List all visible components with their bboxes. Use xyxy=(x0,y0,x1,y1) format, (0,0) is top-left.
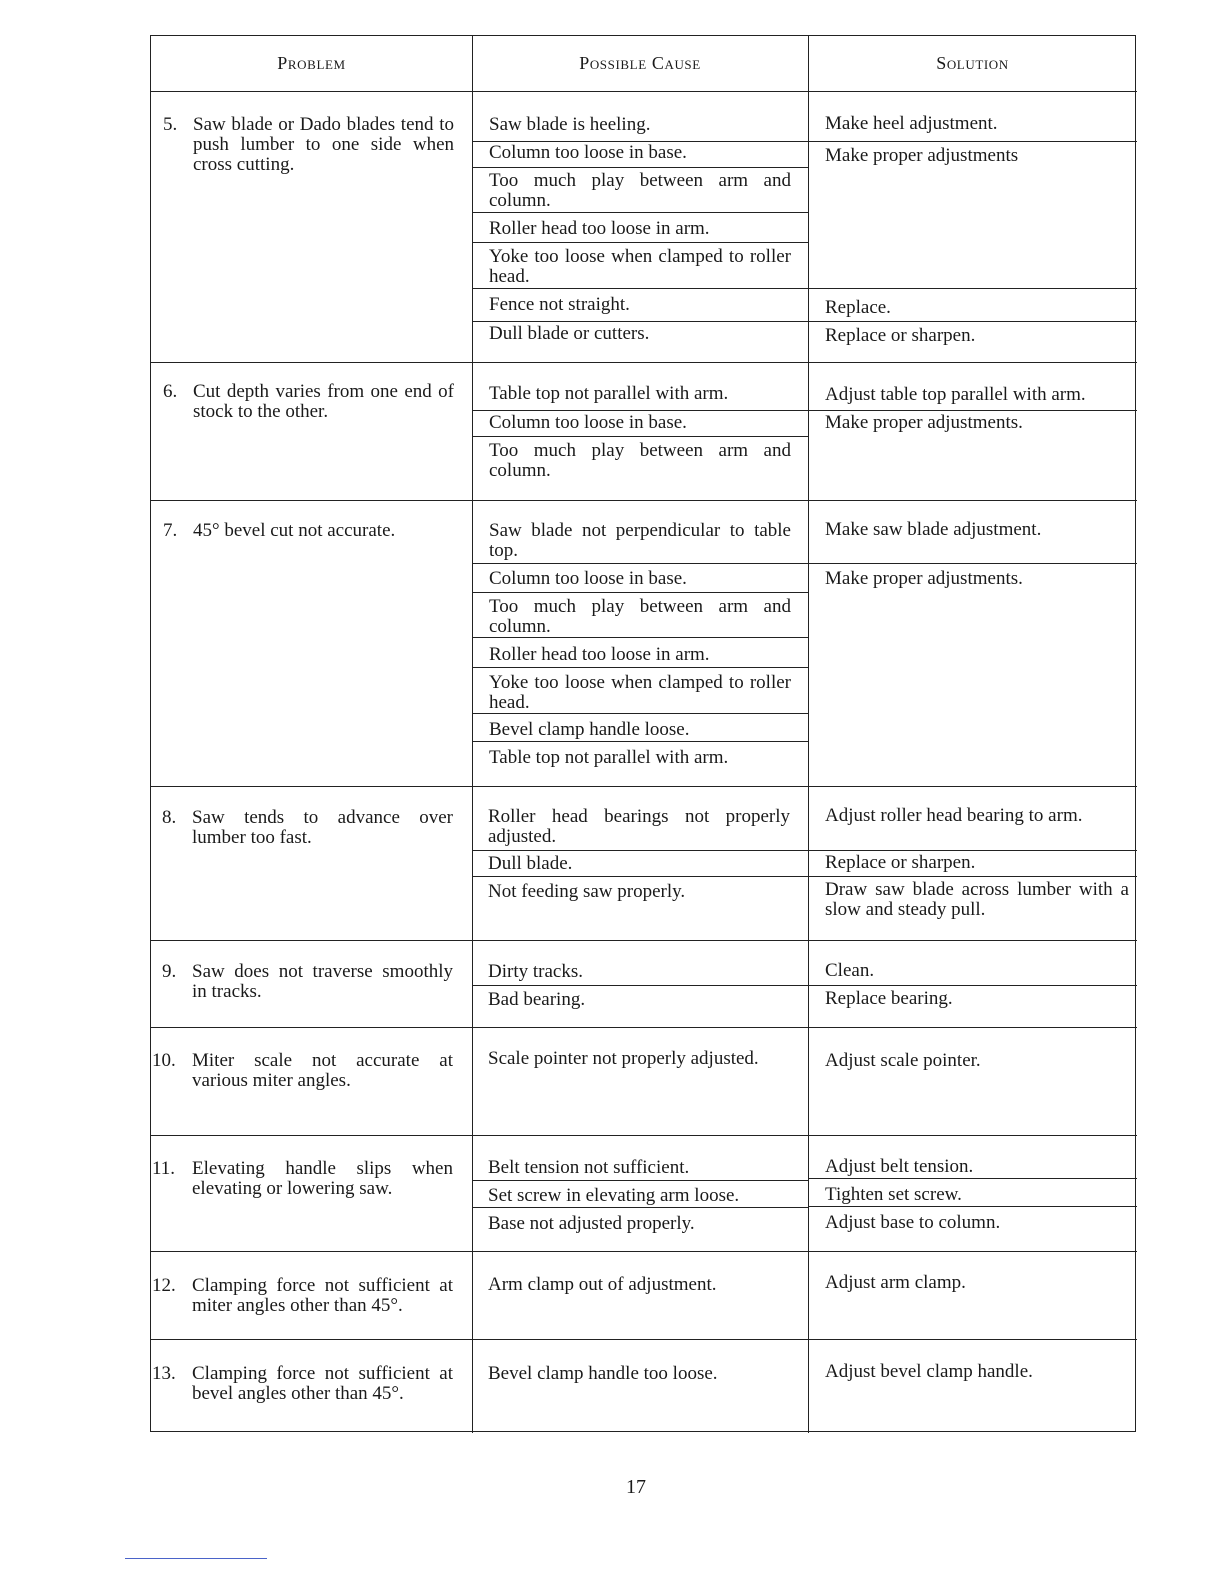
cause-divider xyxy=(472,1207,808,1208)
solution-text: Draw saw blade across lumber with a slow and steady pull. xyxy=(825,879,1129,920)
header-solution: Solution xyxy=(936,53,1009,73)
solution-text: Adjust scale pointer. xyxy=(825,1050,981,1071)
cause-text: Yoke too loose when clamped to roller head. xyxy=(489,672,791,713)
solution-divider xyxy=(808,985,1137,986)
row-number: 8. xyxy=(162,807,177,828)
cause-text: Bevel clamp handle loose. xyxy=(489,719,690,740)
row-divider xyxy=(151,1251,1137,1252)
row-number: 10. xyxy=(152,1050,176,1071)
solution-divider xyxy=(808,288,1137,289)
solution-text: Replace or sharpen. xyxy=(825,325,976,346)
cause-text: Bad bearing. xyxy=(488,989,586,1010)
solution-text: Clean. xyxy=(825,960,875,981)
row-number: 11. xyxy=(152,1158,176,1179)
cause-text: Arm clamp out of adjustment. xyxy=(488,1274,717,1295)
cause-divider xyxy=(472,850,808,851)
solution-text: Adjust base to column. xyxy=(825,1212,1001,1233)
cause-text: Saw blade is heeling. xyxy=(489,114,651,135)
row-divider xyxy=(151,362,1137,363)
row-number: 13. xyxy=(152,1363,176,1384)
problem-text: Saw blade or Dado blades tend to push lumber to one side when cross cutting. xyxy=(193,114,454,175)
header-problem: Problem xyxy=(277,53,346,73)
cause-text: Roller head too loose in arm. xyxy=(489,644,710,665)
cause-divider xyxy=(472,985,808,986)
problem-text: Clamping force not sufficient at bevel angles other than 45°. xyxy=(192,1363,453,1404)
cause-text: Table top not parallel with arm. xyxy=(489,383,729,404)
solution-text: Adjust table top parallel with arm. xyxy=(825,384,1086,405)
solution-divider xyxy=(808,850,1137,851)
problem-text: Saw does not traverse smoothly in tracks. xyxy=(192,961,453,1002)
problem-text: Miter scale not accurate at various miter angles. xyxy=(192,1050,453,1091)
solution-text: Replace bearing. xyxy=(825,988,953,1009)
cause-divider xyxy=(472,167,808,168)
solution-text: Make proper adjustments xyxy=(825,145,1019,166)
cause-text: Column too loose in base. xyxy=(489,568,687,589)
row-number: 5. xyxy=(163,114,178,135)
solution-text: Adjust belt tension. xyxy=(825,1156,974,1177)
cause-divider xyxy=(472,876,808,877)
cause-text: Fence not straight. xyxy=(489,294,630,315)
solution-text: Replace. xyxy=(825,297,891,318)
cause-divider xyxy=(472,713,808,714)
cause-text: Set screw in elevating arm loose. xyxy=(488,1185,740,1206)
cause-text: Column too loose in base. xyxy=(489,142,687,163)
cause-divider xyxy=(472,410,808,411)
row-number: 6. xyxy=(163,381,178,402)
solution-text: Make proper adjustments. xyxy=(825,412,1023,433)
row-number: 7. xyxy=(163,520,178,541)
solution-text: Make heel adjustment. xyxy=(825,113,998,134)
cause-divider xyxy=(472,741,808,742)
cause-divider xyxy=(472,667,808,668)
row-divider xyxy=(151,1027,1137,1028)
cause-text: Too much play between arm and column. xyxy=(489,170,791,211)
problem-text: 45° bevel cut not accurate. xyxy=(193,520,396,541)
row-number: 9. xyxy=(162,961,177,982)
cause-divider xyxy=(472,321,808,322)
page-number: 17 xyxy=(626,1476,646,1498)
cause-divider xyxy=(472,563,808,564)
solution-text: Make proper adjustments. xyxy=(825,568,1023,589)
column-divider xyxy=(808,36,809,1433)
cause-text: Dull blade or cutters. xyxy=(489,323,650,344)
solution-divider xyxy=(808,1206,1137,1207)
decorative-rule xyxy=(125,1558,267,1559)
solution-text: Replace or sharpen. xyxy=(825,852,976,873)
header-cause: Possible Cause xyxy=(579,53,701,73)
solution-text: Make saw blade adjustment. xyxy=(825,519,1042,540)
row-divider xyxy=(151,940,1137,941)
cause-text: Bevel clamp handle too loose. xyxy=(488,1363,718,1384)
cause-text: Base not adjusted properly. xyxy=(488,1213,695,1234)
solution-text: Adjust arm clamp. xyxy=(825,1272,966,1293)
solution-text: Tighten set screw. xyxy=(825,1184,962,1205)
cause-divider xyxy=(472,592,808,593)
cause-text: Not feeding saw properly. xyxy=(488,881,686,902)
problem-text: Cut depth varies from one end of stock to the other. xyxy=(193,381,454,422)
cause-text: Table top not parallel with arm. xyxy=(489,747,729,768)
problem-text: Elevating handle slips when elevating or lowering saw. xyxy=(192,1158,453,1199)
cause-text: Dirty tracks. xyxy=(488,961,583,982)
cause-divider xyxy=(472,242,808,243)
cause-divider xyxy=(472,436,808,437)
row-number: 12. xyxy=(152,1275,176,1296)
solution-divider xyxy=(808,1178,1137,1179)
cause-divider xyxy=(472,637,808,638)
header-divider xyxy=(151,91,1137,92)
solution-text: Adjust bevel clamp handle. xyxy=(825,1361,1033,1382)
problem-text: Clamping force not sufficient at miter angles other than 45°. xyxy=(192,1275,453,1316)
solution-text: Adjust roller head bearing to arm. xyxy=(825,805,1083,826)
cause-text: Belt tension not sufficient. xyxy=(488,1157,690,1178)
solution-divider xyxy=(808,141,1137,142)
row-divider xyxy=(151,1339,1137,1340)
cause-divider xyxy=(472,1180,808,1181)
cause-text: Too much play between arm and column. xyxy=(489,596,791,637)
problem-text: Saw tends to advance over lumber too fast. xyxy=(192,807,453,848)
cause-text: Too much play between arm and column. xyxy=(489,440,791,481)
row-divider xyxy=(151,1135,1137,1136)
column-divider xyxy=(472,36,473,1433)
solution-divider xyxy=(808,876,1137,877)
cause-text: Roller head too loose in arm. xyxy=(489,218,710,239)
cause-text: Dull blade. xyxy=(488,853,573,874)
cause-text: Saw blade not perpendicular to table top. xyxy=(489,520,791,561)
cause-divider xyxy=(472,288,808,289)
solution-divider xyxy=(808,321,1137,322)
cause-text: Yoke too loose when clamped to roller head. xyxy=(489,246,791,287)
cause-divider xyxy=(472,212,808,213)
row-divider xyxy=(151,786,1137,787)
cause-text: Scale pointer not properly adjusted. xyxy=(488,1048,759,1069)
row-divider xyxy=(151,500,1137,501)
cause-text: Roller head bearings not properly adjusted. xyxy=(488,806,790,847)
cause-text: Column too loose in base. xyxy=(489,412,687,433)
troubleshooting-table xyxy=(150,35,1136,1432)
solution-divider xyxy=(808,410,1137,411)
solution-divider xyxy=(808,563,1137,564)
